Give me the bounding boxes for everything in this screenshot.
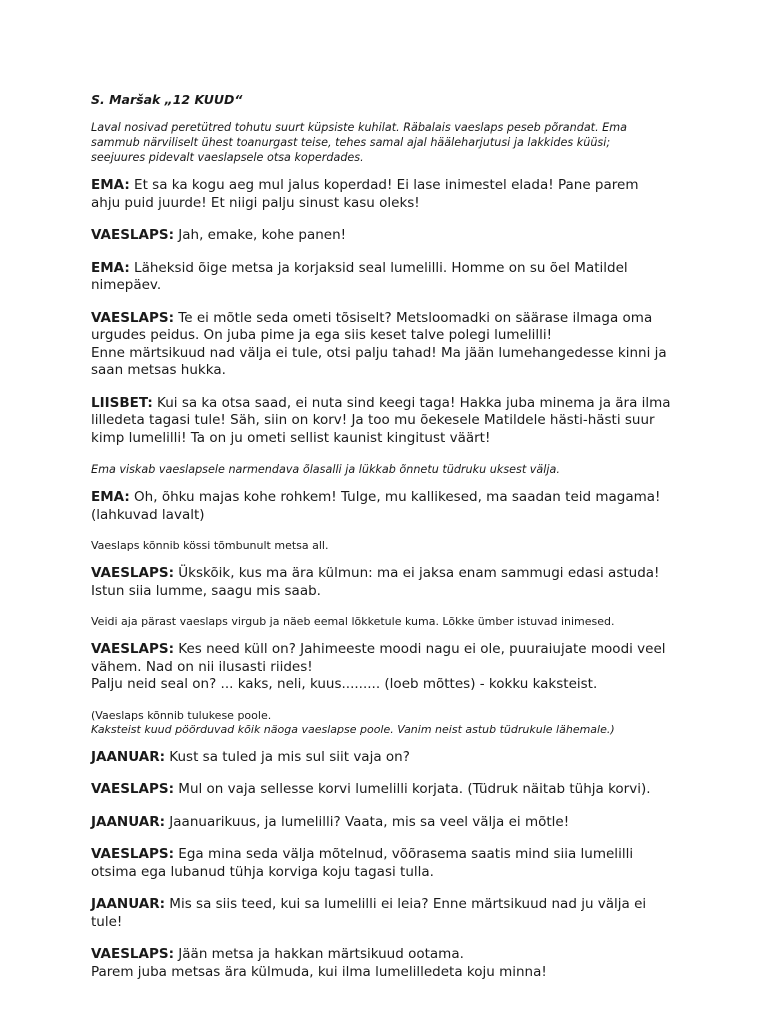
document-title: S. Maršak „12 KUUD“ [91,92,243,107]
speaker-label: VAESLAPS: [91,227,174,243]
replica-vaeslaps-1: VAESLAPS: Jah, emake, kohe panen! [91,227,347,243]
stage-direction-forest: Vaeslaps kõnnib kössi tõmbunult metsa all. [91,539,329,552]
speaker-label: VAESLAPS: [91,641,174,657]
speaker-label: LIISBET: [91,394,153,411]
speaker-label: EMA: [91,489,130,505]
speaker-label: VAESLAPS: [91,565,174,581]
stage-direction-fire: Veidi aja pärast vaeslaps virgub ja näeb eemal lõkketule kuma. Lõkke ümber istuvad inimesed. [91,615,615,628]
speaker-label: VAESLAPS: [91,946,174,962]
replica-jaanuar-2: JAANUAR: Jaanuarikuus, ja lumelilli? Vaata, mis sa veel välja ei mõtle! [91,813,570,830]
speaker-label: JAANUAR: [91,896,166,912]
replica-vaeslaps-6: VAESLAPS: Ega mina seda välja mõtelnud, võõrasema saatis mind siia lumelilli otsima ega lubanud tühja korviga koju tagasi tulla. [91,846,634,880]
stage-direction-opening: Laval nosivad peretütred tohutu suurt küpsiste kuhilat. Räbalais vaeslaps peseb põrandat. Ema sammub närviliselt ühest toanurgast teise, tehes samal ajal hääleharjutusi ja lakkides küüsi; seejuures pidevalt vaeslapsele otsa koperdades. [91,121,628,164]
replica-vaeslaps-4: VAESLAPS: Kes need küll on? Jahimeeste moodi nagu ei ole, puuraiujate moodi veel vähem. Nad on nii ilusasti riides! Palju neid seal on? ... kaks, neli, kuus......... (loeb mõttes) - kokku kaksteist. [91,641,666,692]
replica-vaeslaps-5: VAESLAPS: Mul on vaja sellesse korvi lumelilli korjata. (Tüdruk näitab tühja korvi). [91,781,651,797]
replica-vaeslaps-3: VAESLAPS: Ükskõik, kus ma ära külmun: ma ei jaksa enam sammugi edasi astuda! Istun siia lumme, saagu mis saab. [91,565,660,599]
speaker-label: VAESLAPS: [91,846,174,862]
replica-vaeslaps-7: VAESLAPS: Jään metsa ja hakkan märtsikuud ootama. Parem juba metsas ära külmuda, kui ilma lumelilledeta koju minna! [91,946,547,980]
speaker-label: VAESLAPS: [91,781,174,797]
replica-jaanuar-3: JAANUAR: Mis sa siis teed, kui sa lumelilli ei leia? Enne märtsikuud nad ju välja ei tule! [91,896,647,930]
speaker-label: EMA: [91,177,130,193]
replica-liisbet: LIISBET: Kui sa ka otsa saad, ei nuta sind keegi taga! Hakka juba minema ja ära ilma lilledeta tagasi tule! Säh, siin on korv! Ja too mu õekesele Matildele hästi-hästi suur kimp lumelilli! Ta on ju ometi sellist kaunist kingitust väärt! [91,394,671,446]
replica-vaeslaps-2: VAESLAPS: Te ei mõtle seda ometi tõsiselt? Metsloomadki on säärase ilmaga oma urgudes peidus. On juba pime ja ega siis keset talve polegi lumelilli! Enne märtsikuud nad välja ei tule, otsi palju tahad! Ma jään lumehangedesse kinni ja saan metsas hukka. [91,309,667,378]
speaker-label: VAESLAPS: [91,309,174,326]
speaker-label: JAANUAR: [91,748,166,765]
stage-direction-shawl: Ema viskab vaeslapsele narmendava õlasalli ja lükkab õnnetu tüdruku uksest välja. [91,463,560,476]
replica-ema-1: EMA: Et sa ka kogu aeg mul jalus koperdad! Ei lase inimestel elada! Pane parem ahju puid juurde! Et niigi palju sinust kasu oleks! [91,177,639,211]
document-page [91,92,691,996]
speaker-label: JAANUAR: [91,813,166,830]
stage-direction-months: (Vaeslaps kõnnib tulukese poole. Kaksteist kuud pöörduvad kõik näoga vaeslapse poole. Vanim neist astub tüdrukule lähemale.) [91,708,615,736]
replica-ema-3: EMA: Oh, õhku majas kohe rohkem! Tulge, mu kallikesed, ma saadan teid magama! (lahkuvad lavalt) [91,489,661,523]
replica-jaanuar-1: JAANUAR: Kust sa tuled ja mis sul siit vaja on? [91,748,410,765]
speaker-label: EMA: [91,259,130,276]
replica-ema-2: EMA: Läheksid õige metsa ja korjaksid seal lumelilli. Homme on su õel Matildel nimepäev. [91,259,628,293]
